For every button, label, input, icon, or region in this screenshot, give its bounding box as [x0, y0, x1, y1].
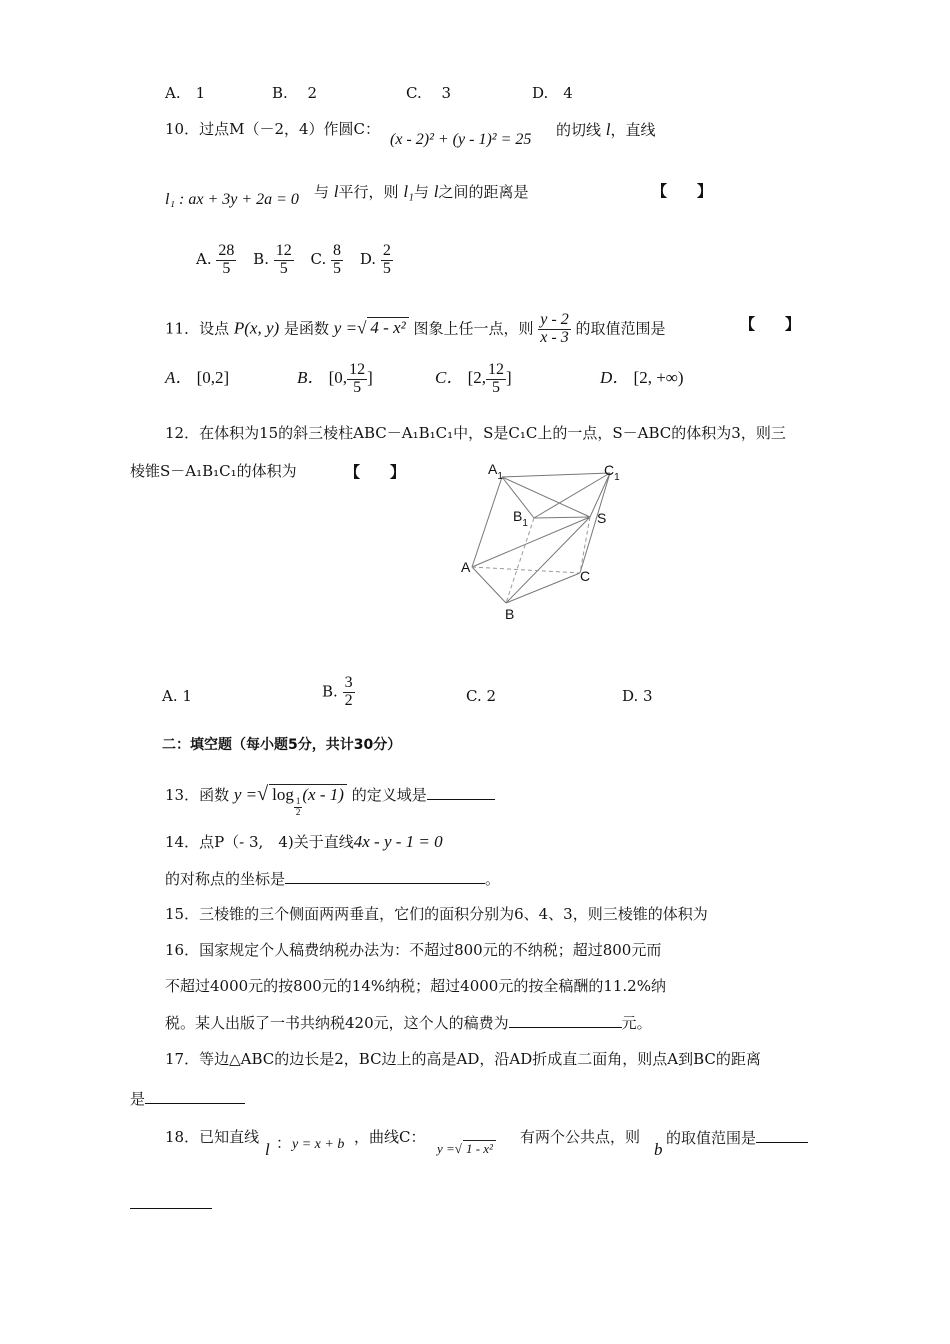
q14-line2: 的对称点的坐标是 。 — [165, 870, 501, 888]
section-heading-fill-in: 二：填空题（每小题5分，共计30分） — [162, 737, 402, 753]
q12-option-c: C. 2 — [466, 687, 497, 705]
q18-answer-blank-continued[interactable] — [130, 1194, 212, 1209]
q10-options — [196, 243, 393, 278]
label-a1: $A_1$ — [488, 461, 503, 482]
q17-line1: 17．等边△ABC的边长是2，BC边上的高是AD，沿AD折成直二面角，则点A到BC的距离 — [165, 1050, 761, 1068]
q10-mid2: 平行，则 — [338, 183, 399, 201]
label-s: S — [597, 510, 607, 526]
q18-radicand: 1 - x² — [463, 1140, 496, 1157]
q18-colon: ： — [276, 1134, 292, 1152]
q10-line2 — [314, 182, 529, 202]
q11-post: 的取值范围是 — [575, 319, 666, 338]
q12-line1: 12．在体积为15的斜三棱柱ABC－A₁B₁C₁中，S是C₁C上的一点，S－ABC的体积为3，则三 — [165, 424, 786, 442]
q10-l-symbol: l — [605, 120, 611, 139]
q11-number: 11． — [165, 319, 200, 338]
q16-line3: 税。某人出版了一书共纳税420元，这个人的稿费为 元。 — [165, 1014, 652, 1032]
q12-answer-bracket: 【 】 — [345, 463, 406, 481]
q10-option-d: D. $\frac{2}{5}$ — [359, 242, 391, 277]
q9-option-b: B. 2 — [272, 84, 318, 102]
fraction: $\frac{12}{5}$ — [275, 242, 292, 277]
q10-line-equation: l₁ : ax + 3y + 2a = 0 — [165, 191, 299, 208]
fraction: $\frac{8}{5}$ — [333, 242, 342, 277]
label-a: A — [461, 559, 471, 575]
q13-radicand: log $\frac{1}{2}$ (x - 1) — [269, 784, 347, 817]
edge-b1-s — [534, 517, 590, 518]
q11-option-d: D． [2, +∞) — [600, 368, 684, 387]
q16-line1: 16．国家规定个人稿费纳税办法为：不超过800元的不纳税；超过800元而 — [165, 941, 662, 959]
q16-answer-blank[interactable] — [509, 1013, 622, 1028]
q11-pre: 设点 — [199, 319, 230, 338]
q10-l-symbol-2: l — [333, 182, 339, 201]
q10-mid1: 与 — [314, 183, 330, 201]
q17-line2: 是 — [130, 1089, 245, 1108]
edge-a1-a — [472, 477, 502, 567]
prism-figure — [450, 455, 650, 630]
q18-mid2: 有两个公共点，则 — [520, 1128, 641, 1146]
q18-line-equation: y = x + b — [292, 1137, 345, 1152]
q18-curve-equation: y =√ 1 - x² — [437, 1140, 496, 1157]
q9-option-d: D. 4 — [532, 84, 573, 102]
fraction: $\frac{2}{5}$ — [382, 242, 391, 277]
fraction: $\frac{12}{5}$ — [488, 361, 505, 396]
q10-mid3: 与 — [413, 183, 429, 201]
q11-point: P(x, y) — [233, 318, 280, 338]
label-b: B — [505, 606, 515, 622]
q11-mid: 是函数 — [283, 319, 329, 338]
hidden-edge-b1-b — [506, 518, 534, 603]
q11-fraction: $\frac{y - 2}{x - 3}$ — [540, 311, 569, 346]
q10-post: 的切线 — [556, 121, 602, 139]
q10-number: 10． — [165, 120, 200, 138]
q10-pre: 过点M（－2，4）作圆C： — [199, 120, 381, 138]
q11-mid2: 图象上任一点，则 — [413, 319, 534, 338]
q18-mid: ，曲线C： — [354, 1128, 426, 1146]
q14-line1: 14．点P（- 3, 4)关于直线4x - y - 1 = 0 — [165, 832, 443, 851]
q10-line1-end — [556, 120, 656, 140]
q11-option-c: C． [2, $\frac{12}{5}$ ] — [435, 361, 512, 396]
q11-function-lhs: y = — [333, 318, 358, 338]
label-c: C — [580, 568, 591, 584]
q18-pre: 18．已知直线 — [165, 1128, 260, 1146]
q12-line2: 棱锥S－A₁B₁C₁的体积为 — [130, 462, 297, 480]
fraction: $\frac{3}{2}$ — [344, 674, 353, 709]
q10-line1 — [165, 120, 380, 138]
q10-post2: ，直线 — [610, 121, 656, 139]
edge-a1-c1 — [502, 473, 610, 477]
hidden-edge-a-c — [472, 567, 580, 573]
q10-option-a: A. $\frac{28}{5}$ — [196, 242, 235, 277]
q18-post: 的取值范围是 — [666, 1128, 808, 1147]
q13-answer-blank[interactable] — [427, 785, 495, 800]
edge-a-s — [472, 517, 590, 567]
q16-line2: 不超过4000元的按800元的14%纳税；超过4000元的按全稿酬的11.2%纳 — [165, 977, 666, 995]
q11-option-a: A． [0,2] — [165, 368, 230, 387]
fraction: $\frac{28}{5}$ — [218, 242, 235, 277]
q12-option-b: B. $\frac{3}{2}$ — [322, 674, 353, 709]
q13-line: 13．函数 y =√ log $\frac{1}{2}$ (x - 1) 的定义域是 — [165, 782, 495, 817]
q9-option-a: A. 1 — [165, 84, 206, 102]
q11-line: 11．设点 P(x, y) 是函数 y =√ 4 - x² 图象上任一点，则 $\frac{y - 2}{x - 3}$ 的取值范围是 — [165, 311, 666, 346]
q18-answer-blank[interactable] — [756, 1128, 808, 1143]
q10-option-b: B. $\frac{12}{5}$ — [253, 242, 292, 277]
fraction: $\frac{12}{5}$ — [349, 361, 366, 396]
q10-l1-symbol: l₁ — [403, 182, 414, 201]
q12-option-d: D. 3 — [622, 687, 653, 705]
q10-circle-equation: (x - 2)² + (y - 1)² = 25 — [390, 131, 532, 148]
q10-l-symbol-3: l — [433, 182, 439, 201]
q10-mid4: 之间的距离是 — [438, 183, 529, 201]
q15-line: 15．三棱锥的三个侧面两两垂直，它们的面积分别为6、4、3，则三棱锥的体积为 — [165, 905, 708, 923]
q10-answer-bracket: 【 】 — [652, 182, 713, 200]
label-b1: $B_1$ — [513, 508, 528, 529]
label-c1: $C_1$ — [604, 462, 620, 483]
q17-answer-blank[interactable] — [145, 1089, 245, 1104]
q11-answer-bracket: 【 】 — [740, 315, 801, 333]
q11-option-b: B． [0, $\frac{12}{5}$ ] — [297, 361, 373, 396]
edge-b-c — [506, 573, 580, 603]
edge-b-s — [506, 517, 590, 603]
q18-b-symbol: b — [654, 1140, 663, 1159]
log-base: $\frac{1}{2}$ — [295, 796, 301, 817]
q12-option-a: A. 1 — [162, 687, 192, 705]
q18-l-symbol: l — [265, 1140, 270, 1159]
q9-option-c: C. 3 — [406, 84, 452, 102]
edge-a-b — [472, 567, 506, 603]
q10-option-c: C. $\frac{8}{5}$ — [310, 242, 342, 277]
q14-answer-blank[interactable] — [285, 869, 485, 884]
q11-radicand: 4 - x² — [367, 317, 408, 338]
